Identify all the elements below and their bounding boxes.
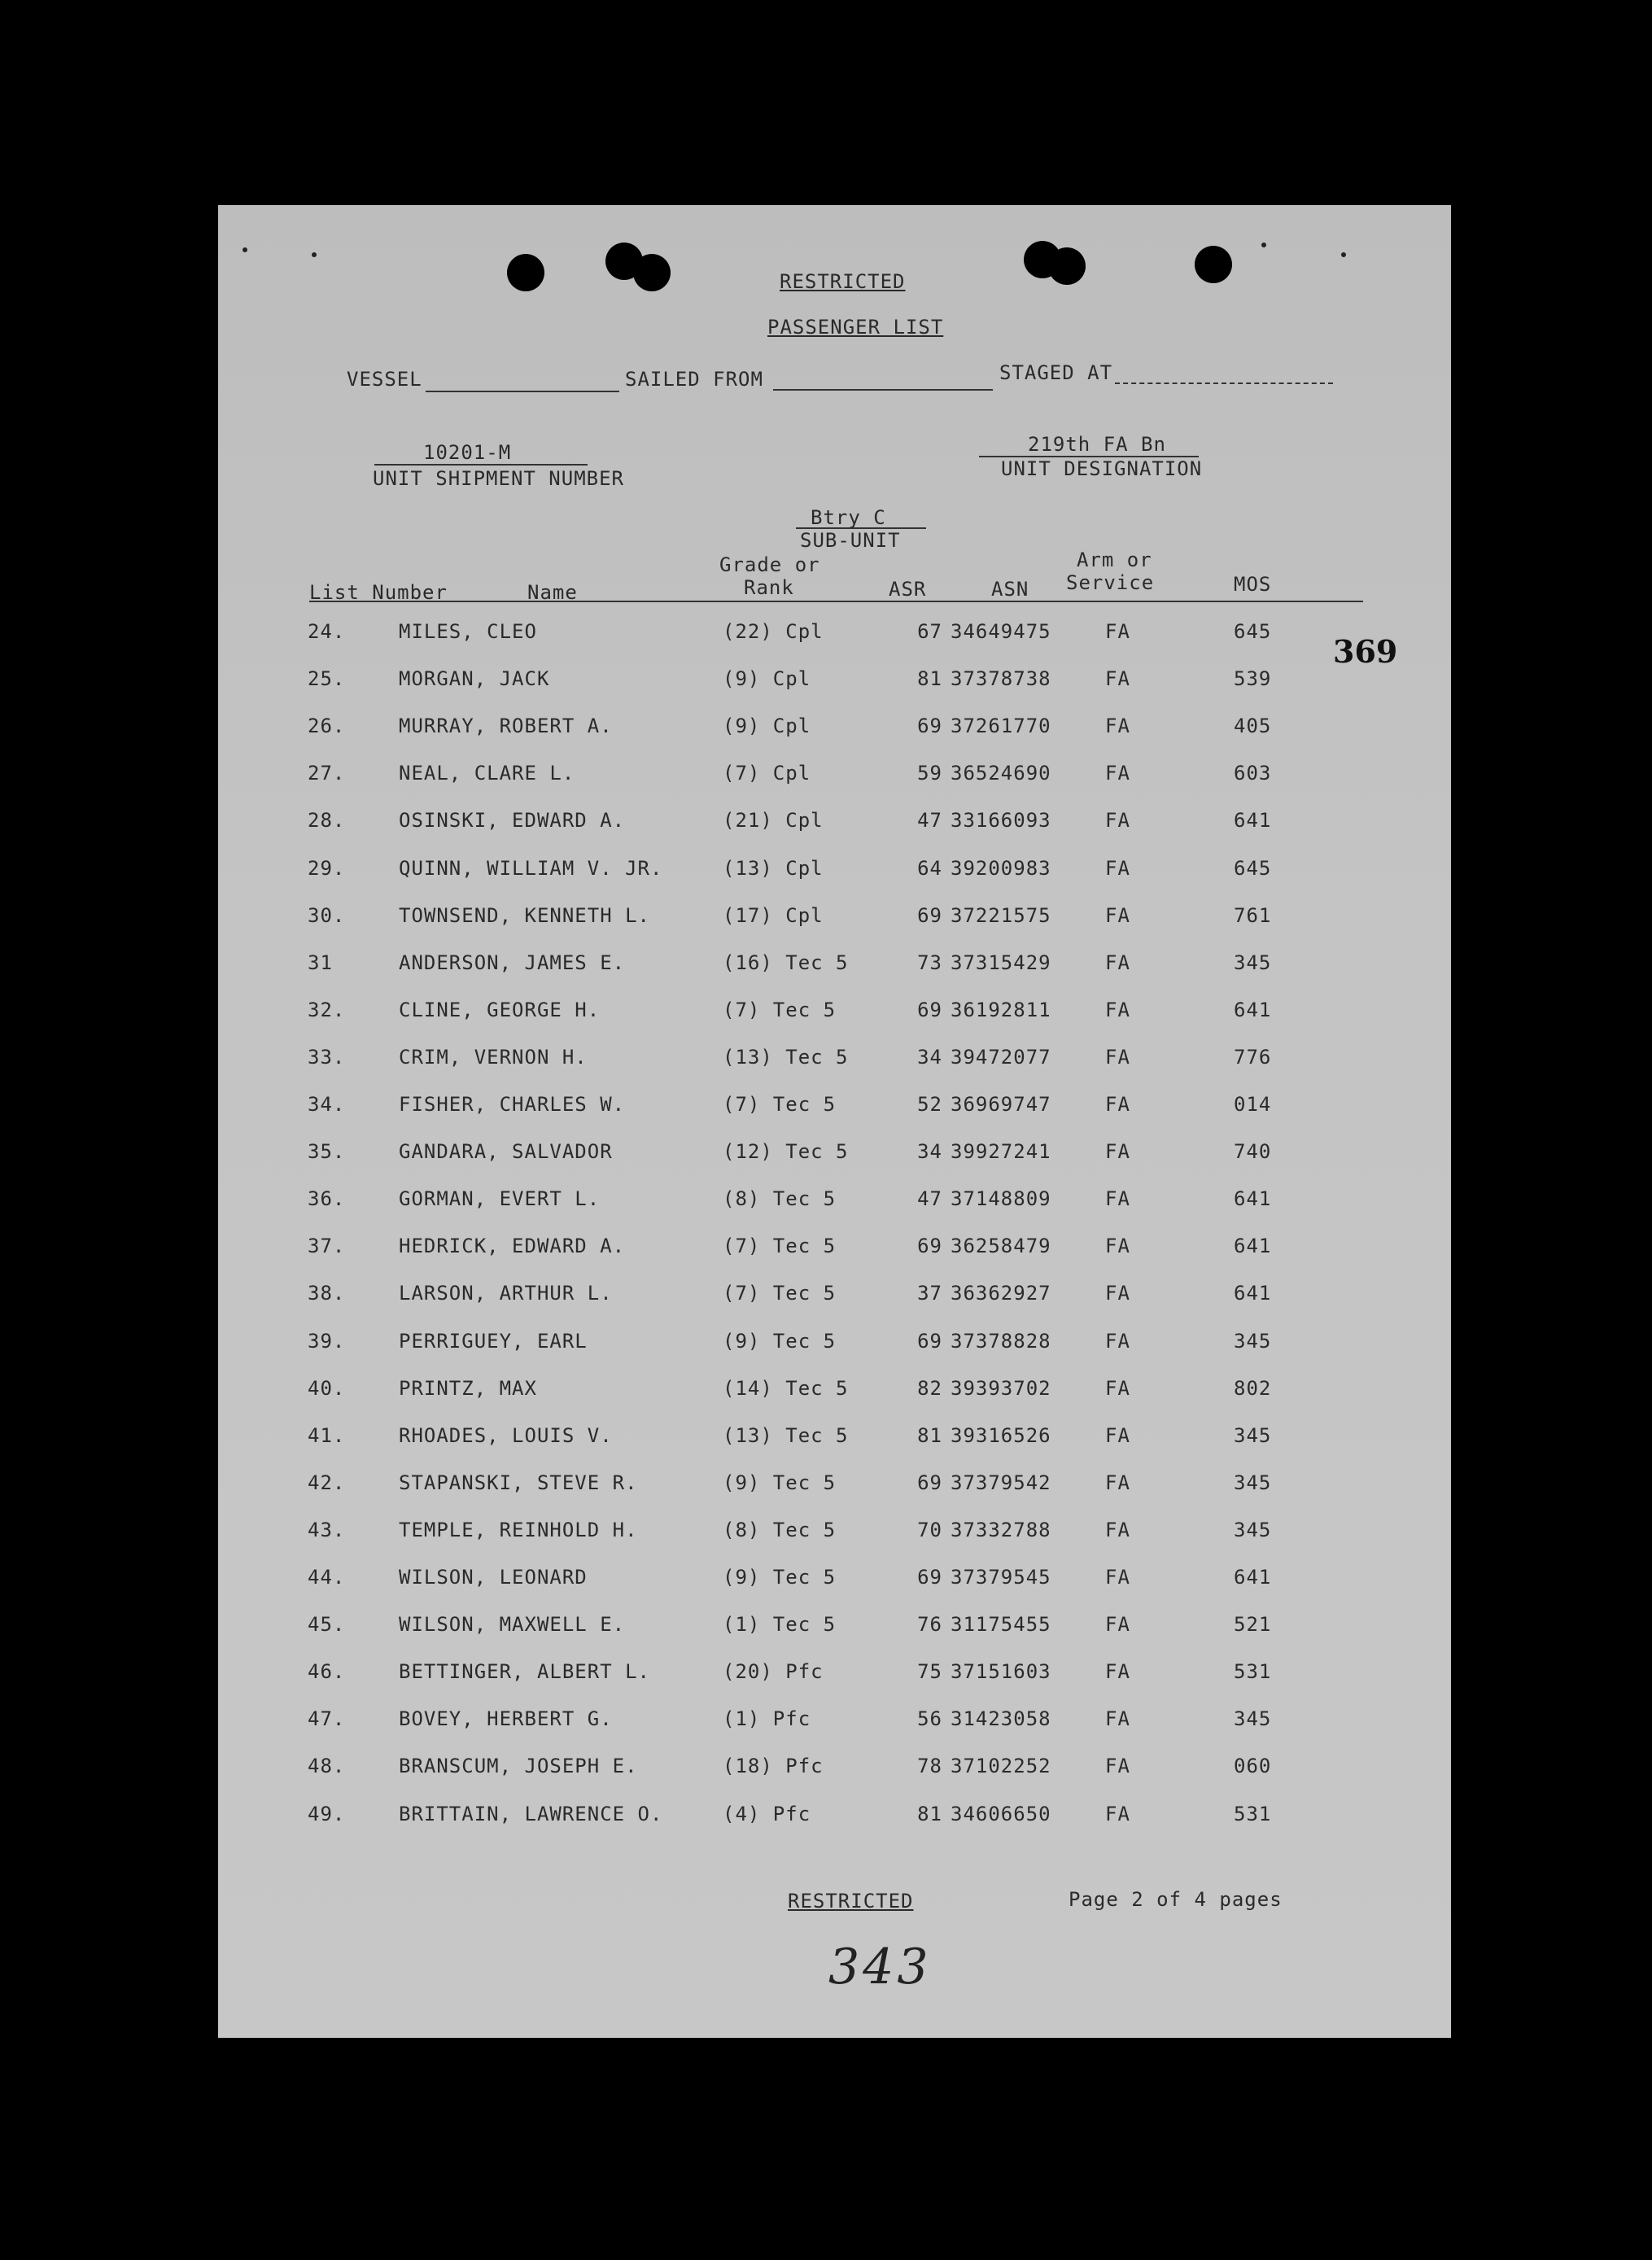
- arm-service: FA: [1105, 620, 1130, 643]
- passenger-name: HEDRICK, EDWARD A.: [399, 1235, 626, 1258]
- punch-hole: [1195, 246, 1232, 283]
- passenger-name: CLINE, GEORGE H.: [399, 998, 601, 1021]
- unit-designation-label: UNIT DESIGNATION: [1001, 457, 1203, 480]
- list-number: 35.: [308, 1140, 346, 1164]
- arm-service: FA: [1105, 667, 1130, 691]
- mos-code: 345: [1234, 1518, 1272, 1541]
- document-title: PASSENGER LIST: [767, 316, 944, 339]
- table-row: [218, 1093, 1451, 1139]
- table-row: [218, 715, 1451, 760]
- list-number: 28.: [308, 809, 346, 833]
- asn-value: 37151603: [951, 1660, 1051, 1684]
- sub-unit: Btry C: [811, 506, 886, 529]
- table-row: [218, 1755, 1451, 1800]
- mos-code: 802: [1234, 1376, 1272, 1400]
- table-row: [218, 809, 1451, 855]
- list-number: 48.: [308, 1755, 346, 1778]
- table-row: [218, 904, 1451, 950]
- ink-speck: [1341, 252, 1346, 257]
- arm-service: FA: [1105, 1235, 1130, 1258]
- ink-speck: [243, 247, 247, 252]
- mos-code: 345: [1234, 1329, 1272, 1353]
- mos-code: 405: [1234, 715, 1272, 738]
- arm-service: FA: [1105, 1755, 1130, 1778]
- asn-value: 37148809: [951, 1187, 1051, 1211]
- asn-value: 37378828: [951, 1329, 1051, 1353]
- asn-value: 37378738: [951, 667, 1051, 691]
- passenger-name: NEAL, CLARE L.: [399, 762, 575, 785]
- mos-code: 641: [1234, 998, 1272, 1021]
- col-mos: MOS: [1234, 573, 1272, 596]
- asr-value: 69: [917, 715, 942, 738]
- header-rule: [309, 601, 1363, 602]
- asr-value: 59: [917, 762, 942, 785]
- asn-value: 36192811: [951, 998, 1051, 1021]
- classification-footer: RESTRICTED: [788, 1890, 914, 1912]
- passenger-name: MILES, CLEO: [399, 620, 537, 643]
- list-number: 40.: [308, 1376, 346, 1400]
- asr-value: 69: [917, 1566, 942, 1589]
- asn-value: 39200983: [951, 856, 1051, 880]
- table-row: [218, 1377, 1451, 1423]
- table-row: [218, 762, 1451, 807]
- passenger-name: LARSON, ARTHUR L.: [399, 1282, 613, 1305]
- asr-value: 81: [917, 667, 942, 691]
- asr-value: 52: [917, 1093, 942, 1116]
- asr-value: 47: [917, 1187, 942, 1211]
- passenger-name: BRITTAIN, LAWRENCE O.: [399, 1802, 663, 1825]
- list-number: 42.: [308, 1471, 346, 1494]
- handwritten-page-number: 343: [828, 1939, 932, 1996]
- arm-service: FA: [1105, 1093, 1130, 1116]
- classification-header: RESTRICTED: [780, 270, 906, 293]
- mos-code: 641: [1234, 1187, 1272, 1211]
- punch-hole: [1048, 247, 1086, 285]
- mos-code: 345: [1234, 1423, 1272, 1447]
- asr-value: 64: [917, 856, 942, 880]
- asn-value: 34606650: [951, 1802, 1051, 1825]
- grade-rank: (13) Tec 5: [723, 1045, 849, 1069]
- mos-code: 539: [1234, 667, 1272, 691]
- grade-rank: (1) Tec 5: [723, 1613, 837, 1637]
- grade-rank: (16) Tec 5: [723, 951, 849, 974]
- passenger-name: GORMAN, EVERT L.: [399, 1187, 601, 1211]
- list-number: 44.: [308, 1566, 346, 1589]
- unit-shipment-number-label: UNIT SHIPMENT NUMBER: [373, 467, 624, 490]
- asr-value: 73: [917, 951, 942, 974]
- arm-service: FA: [1105, 762, 1130, 785]
- asr-value: 69: [917, 903, 942, 927]
- asr-value: 82: [917, 1376, 942, 1400]
- table-row: [218, 1707, 1451, 1753]
- asn-value: 31423058: [951, 1707, 1051, 1731]
- arm-service: FA: [1105, 1518, 1130, 1541]
- asr-value: 67: [917, 620, 942, 643]
- table-row: [218, 1424, 1451, 1470]
- table-row: [218, 1660, 1451, 1706]
- mos-code: 641: [1234, 809, 1272, 833]
- asr-value: 69: [917, 1235, 942, 1258]
- arm-service: FA: [1105, 1802, 1130, 1825]
- arm-service: FA: [1105, 1187, 1130, 1211]
- table-row: [218, 857, 1451, 903]
- mos-code: 521: [1234, 1613, 1272, 1637]
- passenger-list-page: [218, 205, 1451, 2038]
- col-asn: ASN: [991, 578, 1029, 601]
- arm-service: FA: [1105, 1140, 1130, 1164]
- mos-code: 060: [1234, 1755, 1272, 1778]
- arm-service: FA: [1105, 856, 1130, 880]
- asn-value: 39927241: [951, 1140, 1051, 1164]
- passenger-name: PRINTZ, MAX: [399, 1376, 537, 1400]
- grade-rank: (9) Tec 5: [723, 1471, 837, 1494]
- arm-service: FA: [1105, 1471, 1130, 1494]
- passenger-name: MORGAN, JACK: [399, 667, 550, 691]
- list-number: 39.: [308, 1329, 346, 1353]
- asr-value: 75: [917, 1660, 942, 1684]
- list-number: 47.: [308, 1707, 346, 1731]
- grade-rank: (12) Tec 5: [723, 1140, 849, 1164]
- passenger-name: BETTINGER, ALBERT L.: [399, 1660, 650, 1684]
- mos-code: 345: [1234, 1471, 1272, 1494]
- grade-rank: (8) Tec 5: [723, 1518, 837, 1541]
- table-row: [218, 667, 1451, 713]
- arm-service: FA: [1105, 1282, 1130, 1305]
- table-row: [218, 1046, 1451, 1091]
- grade-rank: (18) Pfc: [723, 1755, 824, 1778]
- asr-value: 47: [917, 809, 942, 833]
- asr-value: 70: [917, 1518, 942, 1541]
- list-number: 33.: [308, 1045, 346, 1069]
- grade-rank: (17) Cpl: [723, 903, 824, 927]
- list-number: 49.: [308, 1802, 346, 1825]
- asn-value: 34649475: [951, 620, 1051, 643]
- asn-value: 39393702: [951, 1376, 1051, 1400]
- grade-rank: (13) Tec 5: [723, 1423, 849, 1447]
- passenger-name: STAPANSKI, STEVE R.: [399, 1471, 638, 1494]
- list-number: 46.: [308, 1660, 346, 1684]
- asr-value: 69: [917, 1329, 942, 1353]
- passenger-name: ANDERSON, JAMES E.: [399, 951, 626, 974]
- grade-rank: (7) Tec 5: [723, 998, 837, 1021]
- mos-code: 740: [1234, 1140, 1272, 1164]
- arm-service: FA: [1105, 1423, 1130, 1447]
- col-grade-line2: Rank: [744, 576, 794, 599]
- asn-value: 37221575: [951, 903, 1051, 927]
- col-name: Name: [527, 581, 578, 604]
- mos-code: 641: [1234, 1282, 1272, 1305]
- list-number: 31: [308, 951, 333, 974]
- mos-code: 345: [1234, 1707, 1272, 1731]
- mos-code: 641: [1234, 1566, 1272, 1589]
- table-row: [218, 620, 1451, 666]
- asr-value: 34: [917, 1045, 942, 1069]
- vessel-field: [426, 391, 619, 392]
- asr-value: 56: [917, 1707, 942, 1731]
- list-number: 24.: [308, 620, 346, 643]
- asn-value: 36969747: [951, 1093, 1051, 1116]
- passenger-name: WILSON, MAXWELL E.: [399, 1613, 626, 1637]
- sailed-from-label: SAILED FROM: [625, 368, 763, 391]
- grade-rank: (9) Cpl: [723, 715, 811, 738]
- table-row: [218, 1803, 1451, 1848]
- table-row: [218, 1471, 1451, 1517]
- passenger-name: MURRAY, ROBERT A.: [399, 715, 613, 738]
- table-row: [218, 999, 1451, 1044]
- punch-hole: [507, 254, 544, 291]
- arm-service: FA: [1105, 951, 1130, 974]
- grade-rank: (21) Cpl: [723, 809, 824, 833]
- passenger-name: BOVEY, HERBERT G.: [399, 1707, 613, 1731]
- passenger-name: TOWNSEND, KENNETH L.: [399, 903, 650, 927]
- list-number: 41.: [308, 1423, 346, 1447]
- asn-value: 37102252: [951, 1755, 1051, 1778]
- asr-value: 76: [917, 1613, 942, 1637]
- mos-code: 603: [1234, 762, 1272, 785]
- grade-rank: (7) Cpl: [723, 762, 811, 785]
- table-row: [218, 1282, 1451, 1327]
- ink-speck: [312, 252, 317, 257]
- arm-service: FA: [1105, 1660, 1130, 1684]
- arm-service: FA: [1105, 1376, 1130, 1400]
- asn-value: 37261770: [951, 715, 1051, 738]
- passenger-name: BRANSCUM, JOSEPH E.: [399, 1755, 638, 1778]
- list-number: 29.: [308, 856, 346, 880]
- list-number: 43.: [308, 1518, 346, 1541]
- passenger-name: PERRIGUEY, EARL: [399, 1329, 588, 1353]
- asn-value: 36524690: [951, 762, 1051, 785]
- grade-rank: (4) Pfc: [723, 1802, 811, 1825]
- grade-rank: (9) Tec 5: [723, 1329, 837, 1353]
- sub-unit-label: SUB-UNIT: [800, 529, 901, 552]
- list-number: 45.: [308, 1613, 346, 1637]
- passenger-name: RHOADES, LOUIS V.: [399, 1423, 613, 1447]
- table-row: [218, 1187, 1451, 1233]
- col-list-number: List Number: [309, 581, 448, 604]
- asr-value: 34: [917, 1140, 942, 1164]
- grade-rank: (7) Tec 5: [723, 1282, 837, 1305]
- table-row: [218, 1235, 1451, 1280]
- asr-value: 69: [917, 1471, 942, 1494]
- stamped-number: 369: [1333, 633, 1398, 670]
- arm-service: FA: [1105, 715, 1130, 738]
- passenger-name: QUINN, WILLIAM V. JR.: [399, 856, 663, 880]
- list-number: 32.: [308, 998, 346, 1021]
- col-asr: ASR: [889, 578, 927, 601]
- staged-at-field: [1115, 382, 1333, 384]
- mos-code: 531: [1234, 1802, 1272, 1825]
- mos-code: 645: [1234, 620, 1272, 643]
- mos-code: 776: [1234, 1045, 1272, 1069]
- passenger-name: FISHER, CHARLES W.: [399, 1093, 626, 1116]
- asr-value: 81: [917, 1802, 942, 1825]
- list-number: 36.: [308, 1187, 346, 1211]
- asr-value: 69: [917, 998, 942, 1021]
- asn-value: 31175455: [951, 1613, 1051, 1637]
- grade-rank: (14) Tec 5: [723, 1376, 849, 1400]
- mos-code: 014: [1234, 1093, 1272, 1116]
- arm-service: FA: [1105, 998, 1130, 1021]
- arm-service: FA: [1105, 1566, 1130, 1589]
- mos-code: 531: [1234, 1660, 1272, 1684]
- asn-value: 37379542: [951, 1471, 1051, 1494]
- grade-rank: (7) Tec 5: [723, 1093, 837, 1116]
- table-row: [218, 1519, 1451, 1564]
- asn-value: 37315429: [951, 951, 1051, 974]
- grade-rank: (20) Pfc: [723, 1660, 824, 1684]
- asn-value: 37379545: [951, 1566, 1051, 1589]
- col-arm-line2: Service: [1066, 571, 1155, 594]
- mos-code: 761: [1234, 903, 1272, 927]
- grade-rank: (7) Tec 5: [723, 1235, 837, 1258]
- grade-rank: (13) Cpl: [723, 856, 824, 880]
- passenger-name: WILSON, LEONARD: [399, 1566, 588, 1589]
- passenger-name: CRIM, VERNON H.: [399, 1045, 588, 1069]
- mos-code: 345: [1234, 951, 1272, 974]
- grade-rank: (22) Cpl: [723, 620, 824, 643]
- vessel-label: VESSEL: [347, 368, 422, 391]
- table-row: [218, 951, 1451, 997]
- ink-speck: [1261, 243, 1266, 247]
- col-arm-line1: Arm or: [1077, 549, 1152, 571]
- asr-value: 37: [917, 1282, 942, 1305]
- arm-service: FA: [1105, 1613, 1130, 1637]
- unit-shipment-rule: [374, 464, 588, 466]
- asr-value: 78: [917, 1755, 942, 1778]
- asn-value: 36362927: [951, 1282, 1051, 1305]
- sailed-from-field: [773, 389, 993, 391]
- arm-service: FA: [1105, 1707, 1130, 1731]
- asr-value: 81: [917, 1423, 942, 1447]
- arm-service: FA: [1105, 1329, 1130, 1353]
- list-number: 30.: [308, 903, 346, 927]
- list-number: 34.: [308, 1093, 346, 1116]
- asn-value: 33166093: [951, 809, 1051, 833]
- mos-code: 641: [1234, 1235, 1272, 1258]
- staged-at-label: STAGED AT: [999, 361, 1113, 384]
- unit-designation: 219th FA Bn: [1028, 433, 1166, 456]
- passenger-name: OSINSKI, EDWARD A.: [399, 809, 626, 833]
- table-row: [218, 1140, 1451, 1186]
- grade-rank: (8) Tec 5: [723, 1187, 837, 1211]
- page-info: Page 2 of 4 pages: [1069, 1888, 1283, 1911]
- list-number: 37.: [308, 1235, 346, 1258]
- list-number: 26.: [308, 715, 346, 738]
- list-number: 25.: [308, 667, 346, 691]
- arm-service: FA: [1105, 903, 1130, 927]
- col-grade-line1: Grade or: [719, 553, 820, 576]
- table-row: [218, 1330, 1451, 1375]
- asn-value: 39316526: [951, 1423, 1051, 1447]
- mos-code: 645: [1234, 856, 1272, 880]
- grade-rank: (9) Cpl: [723, 667, 811, 691]
- unit-shipment-number: 10201-M: [423, 441, 512, 464]
- grade-rank: (9) Tec 5: [723, 1566, 837, 1589]
- grade-rank: (1) Pfc: [723, 1707, 811, 1731]
- table-row: [218, 1613, 1451, 1659]
- punch-hole: [633, 254, 671, 291]
- arm-service: FA: [1105, 809, 1130, 833]
- list-number: 27.: [308, 762, 346, 785]
- passenger-name: GANDARA, SALVADOR: [399, 1140, 613, 1164]
- asn-value: 37332788: [951, 1518, 1051, 1541]
- arm-service: FA: [1105, 1045, 1130, 1069]
- asn-value: 36258479: [951, 1235, 1051, 1258]
- list-number: 38.: [308, 1282, 346, 1305]
- table-row: [218, 1566, 1451, 1611]
- passenger-name: TEMPLE, REINHOLD H.: [399, 1518, 638, 1541]
- asn-value: 39472077: [951, 1045, 1051, 1069]
